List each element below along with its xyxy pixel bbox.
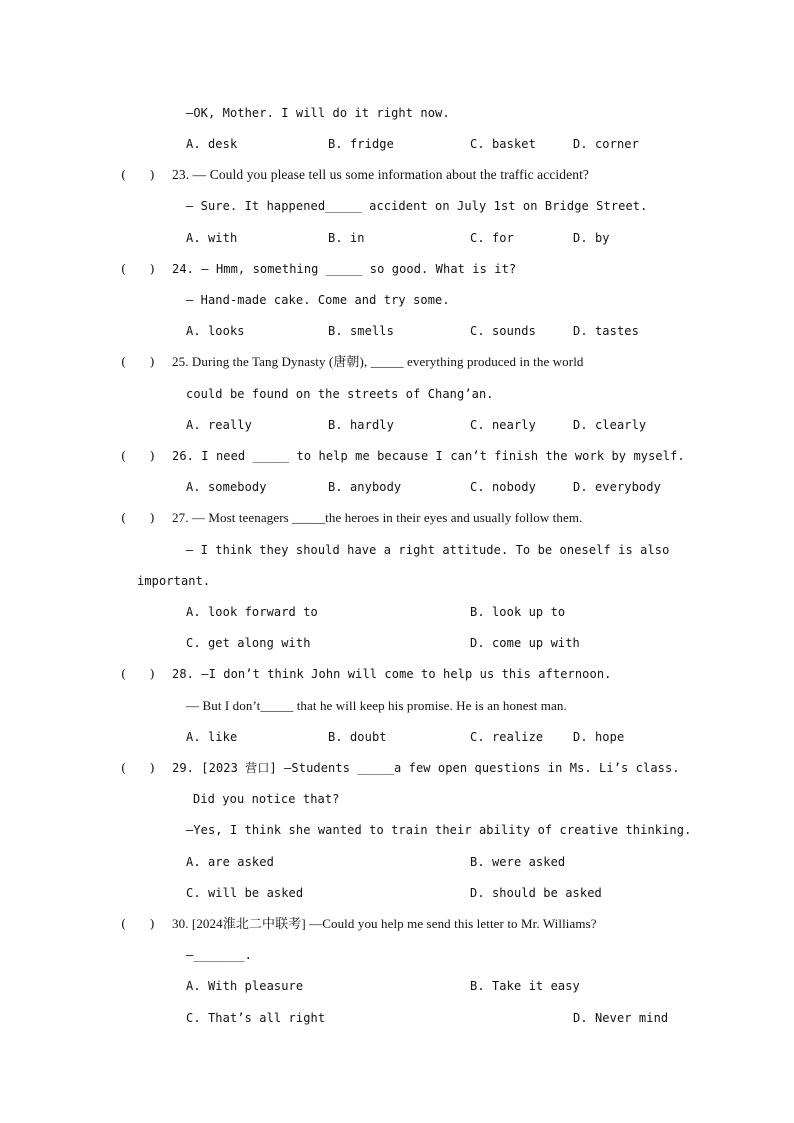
q29-question: 29. [2023 营口] —Students _____a few open questions in Ms. Li’s class.	[172, 761, 680, 775]
q29-answer-blank[interactable]: ( )	[121, 760, 155, 775]
q25-option-a: A. really	[186, 418, 252, 432]
q24-option-c: C. sounds	[470, 324, 536, 338]
q28-option-d: D. hope	[573, 730, 625, 744]
q22-option-a: A. desk	[186, 137, 238, 151]
q27-option-a: A. look forward to	[186, 605, 318, 619]
q24-reply: — Hand-made cake. Come and try some.	[186, 293, 450, 307]
q26-option-a: A. somebody	[186, 480, 267, 494]
q26-option-c: C. nobody	[470, 480, 536, 494]
q25-option-b: B. hardly	[328, 418, 394, 432]
q23-option-c: C. for	[470, 231, 514, 245]
q26-option-b: B. anybody	[328, 480, 402, 494]
q22-option-d: D. corner	[573, 137, 639, 151]
q28-option-a: A. like	[186, 730, 238, 744]
q25-option-c: C. nearly	[470, 418, 536, 432]
q28-option-c: C. realize	[470, 730, 544, 744]
q22-option-c: C. basket	[470, 137, 536, 151]
q24-question: 24. — Hmm, something _____ so good. What is it?	[172, 262, 517, 276]
q29-option-c: C. will be asked	[186, 886, 304, 900]
q26-option-d: D. everybody	[573, 480, 661, 494]
q25-answer-blank[interactable]: ( )	[121, 354, 155, 369]
q25-question-cont: could be found on the streets of Chang’an.	[186, 387, 494, 401]
q30-question: 30. [2024淮北二中联考] —Could you help me send this letter to Mr. Williams?	[172, 916, 597, 931]
q30-option-b: B. Take it easy	[470, 979, 580, 993]
q24-option-a: A. looks	[186, 324, 245, 338]
q23-reply: — Sure. It happened_____ accident on July 1st on Bridge Street.	[186, 199, 648, 213]
q23-option-a: A. with	[186, 231, 238, 245]
q27-option-d: D. come up with	[470, 636, 580, 650]
q22-option-b: B. fridge	[328, 137, 394, 151]
q28-answer-blank[interactable]: ( )	[121, 666, 155, 681]
q27-reply: — I think they should have a right attitude. To be oneself is also	[186, 543, 670, 557]
q27-option-b: B. look up to	[470, 605, 566, 619]
q29-reply: —Yes, I think she wanted to train their ability of creative thinking.	[186, 823, 692, 837]
q23-option-d: D. by	[573, 231, 610, 245]
q27-option-c: C. get along with	[186, 636, 311, 650]
q27-reply-cont: important.	[137, 574, 211, 588]
q28-option-b: B. doubt	[328, 730, 387, 744]
q30-option-d: D. Never mind	[573, 1011, 669, 1025]
q23-option-b: B. in	[328, 231, 365, 245]
q25-question: 25. During the Tang Dynasty (唐朝), _____ everything produced in the world	[172, 354, 584, 369]
q30-option-c: C. That’s all right	[186, 1011, 326, 1025]
q30-option-a: A. With pleasure	[186, 979, 304, 993]
q26-question: 26. I need _____ to help me because I can’t finish the work by myself.	[172, 449, 685, 463]
q25-option-d: D. clearly	[573, 418, 647, 432]
q28-question: 28. —I don’t think John will come to help us this afternoon.	[172, 667, 612, 681]
q24-option-d: D. tastes	[573, 324, 639, 338]
q30-reply: —_______.	[186, 948, 252, 962]
q29-option-b: B. were asked	[470, 855, 566, 869]
q29-option-a: A. are asked	[186, 855, 274, 869]
q29-option-d: D. should be asked	[470, 886, 602, 900]
q27-answer-blank[interactable]: ( )	[121, 510, 155, 525]
q30-answer-blank[interactable]: ( )	[121, 916, 155, 931]
q26-answer-blank[interactable]: ( )	[121, 448, 155, 463]
q24-answer-blank[interactable]: ( )	[121, 261, 155, 276]
q27-question: 27. — Most teenagers _____the heroes in their eyes and usually follow them.	[172, 510, 583, 525]
q23-question: 23. — Could you please tell us some information about the traffic accident?	[172, 167, 590, 182]
q29-question-cont: Did you notice that?	[193, 792, 340, 806]
q28-reply: — But I don’t_____ that he will keep his promise. He is an honest man.	[186, 698, 567, 713]
q22-reply: —OK, Mother. I will do it right now.	[186, 106, 450, 120]
q24-option-b: B. smells	[328, 324, 394, 338]
q23-answer-blank[interactable]: ( )	[121, 167, 155, 182]
